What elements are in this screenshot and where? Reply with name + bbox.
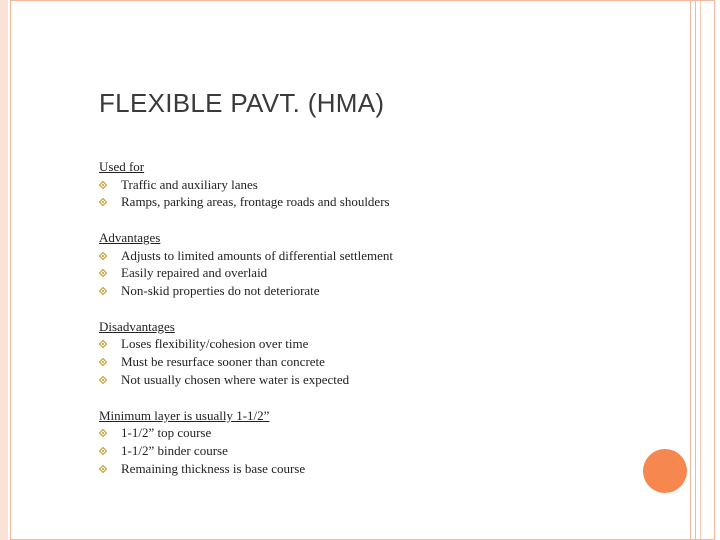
bullet-list xyxy=(99,335,599,388)
right-frame-line-4 xyxy=(714,0,715,540)
list-item xyxy=(99,442,599,460)
section-disadvantages xyxy=(99,318,599,389)
right-frame-line-3 xyxy=(700,0,701,540)
list-item-text: Traffic and auxiliary lanes xyxy=(121,176,258,192)
list-item xyxy=(99,193,599,211)
ornament-bullet-icon xyxy=(99,358,107,366)
list-item-text: Adjusts to limited amounts of differential settlement xyxy=(121,247,393,263)
bullet-list xyxy=(99,247,599,300)
slide-title: FLEXIBLE PAVT. (HMA) xyxy=(99,88,385,118)
ornament-bullet-icon xyxy=(99,287,107,295)
section-heading: Disadvantages xyxy=(99,318,175,334)
slide-content xyxy=(99,158,599,496)
list-item xyxy=(99,335,599,353)
list-item xyxy=(99,247,599,265)
list-item xyxy=(99,371,599,389)
list-item xyxy=(99,176,599,194)
list-item-text: Must be resurface sooner than concrete xyxy=(121,354,325,370)
list-item-text: Loses flexibility/cohesion over time xyxy=(121,336,309,352)
accent-circle xyxy=(643,449,687,493)
left-frame-band xyxy=(0,0,8,540)
right-frame-line-1 xyxy=(690,0,691,540)
list-item xyxy=(99,282,599,300)
list-item-text: Non-skid properties do not deteriorate xyxy=(121,283,320,299)
bullet-list xyxy=(99,176,599,212)
section-advantages xyxy=(99,229,599,300)
ornament-bullet-icon xyxy=(99,429,107,437)
list-item xyxy=(99,353,599,371)
ornament-bullet-icon xyxy=(99,198,107,206)
list-item-text: Ramps, parking areas, frontage roads and shoulders xyxy=(121,194,390,210)
list-item-text: Not usually chosen where water is expected xyxy=(121,372,350,388)
section-heading: Used for xyxy=(99,159,145,174)
list-item-text: Easily repaired and overlaid xyxy=(121,265,268,281)
top-frame-line xyxy=(10,0,714,1)
ornament-bullet-icon xyxy=(99,465,107,473)
list-item-text: 1-1/2” binder course xyxy=(121,443,228,459)
right-frame-line-2 xyxy=(695,0,696,540)
section-minimum-layer xyxy=(99,407,599,478)
ornament-bullet-icon xyxy=(99,340,107,348)
ornament-bullet-icon xyxy=(99,269,107,277)
section-used-for xyxy=(99,158,599,211)
left-frame-line xyxy=(10,0,11,540)
list-item xyxy=(99,264,599,282)
section-heading: Minimum layer is usually 1-1/2” xyxy=(99,407,270,423)
ornament-bullet-icon xyxy=(99,447,107,455)
list-item-text: Remaining thickness is base course xyxy=(121,460,306,476)
ornament-bullet-icon xyxy=(99,252,107,260)
ornament-bullet-icon xyxy=(99,181,107,189)
list-item xyxy=(99,424,599,442)
ornament-bullet-icon xyxy=(99,376,107,384)
section-heading: Advantages xyxy=(99,230,161,246)
bullet-list xyxy=(99,424,599,477)
list-item xyxy=(99,460,599,478)
list-item-text: 1-1/2” top course xyxy=(121,425,212,441)
